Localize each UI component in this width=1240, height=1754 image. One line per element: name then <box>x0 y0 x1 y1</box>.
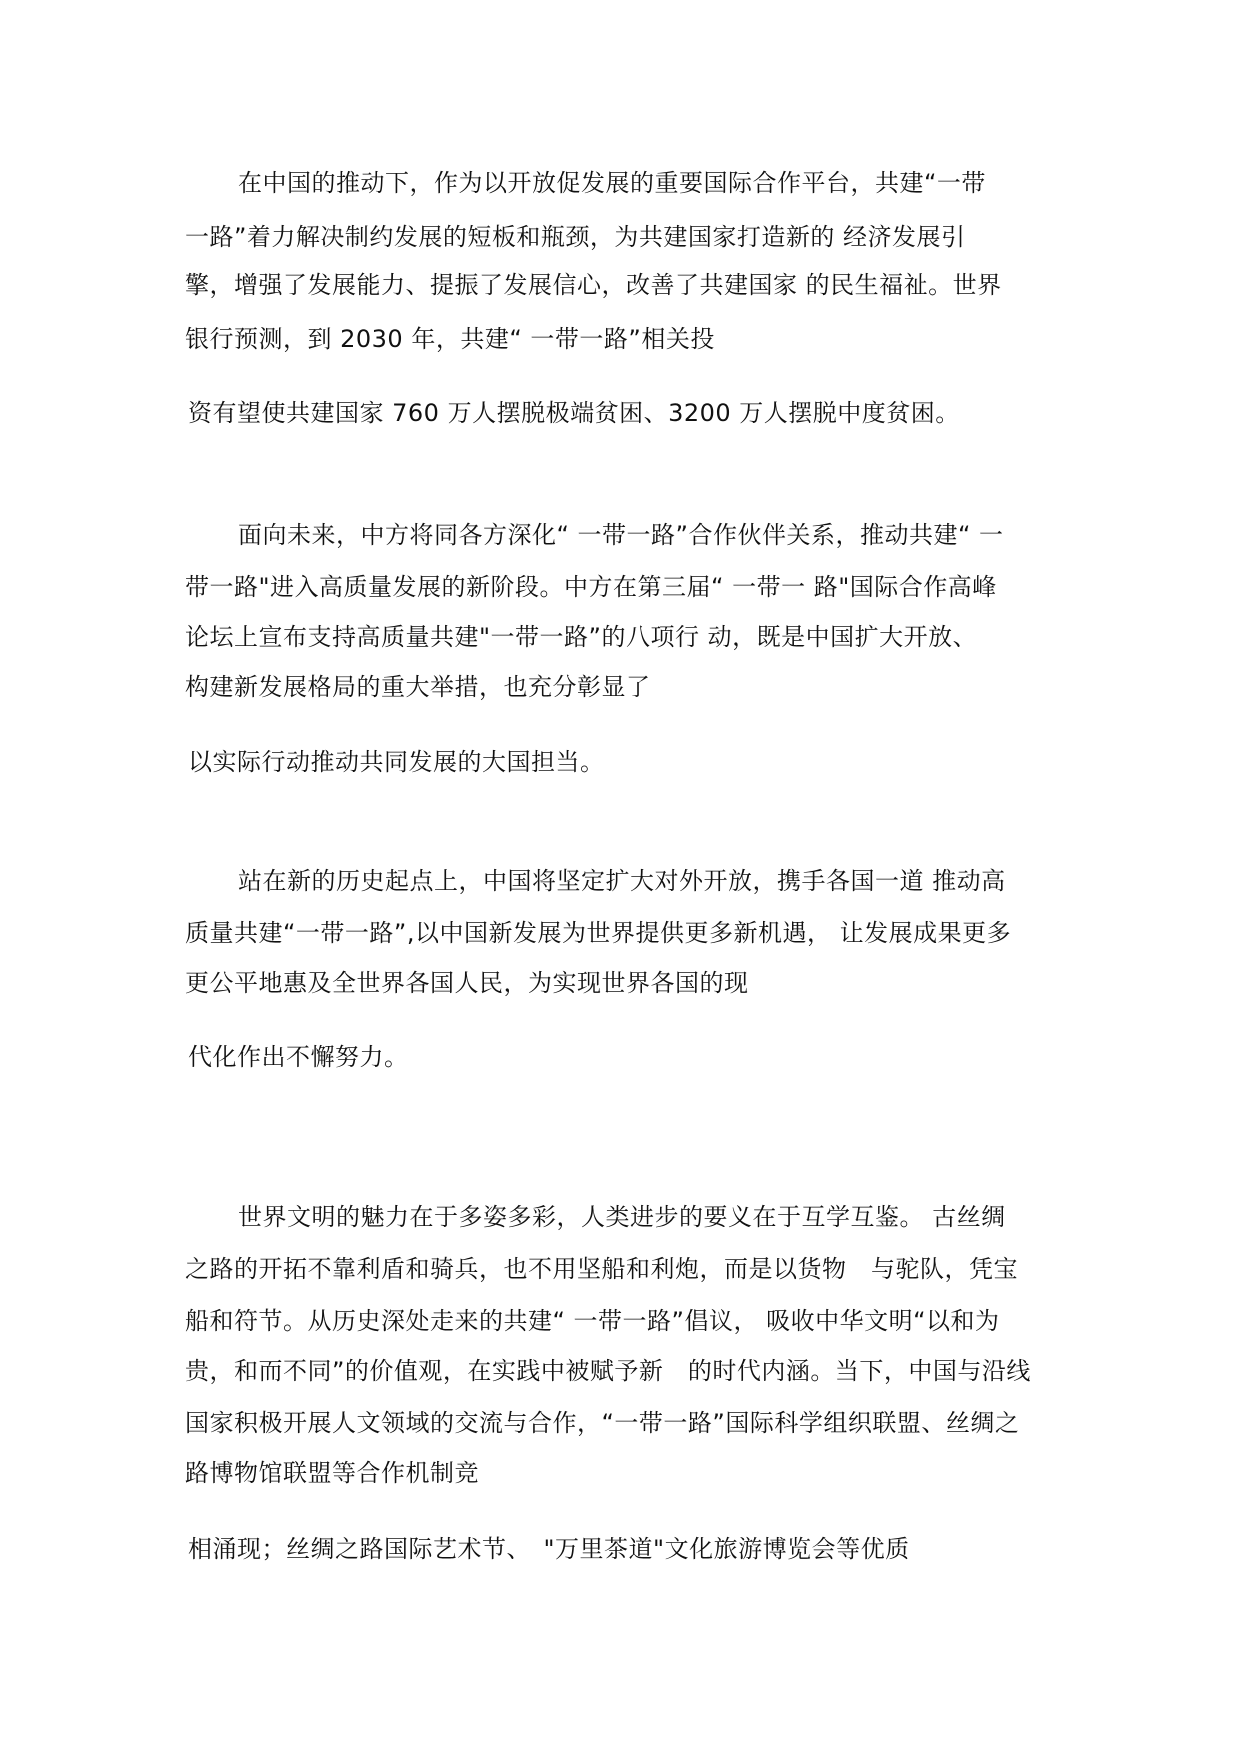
paragraph-1-line-1: 在中国的推动下，作为以开放促发展的重要国际合作平台，共建“一带 <box>238 169 986 197</box>
paragraph-1-line-2: 一路”着力解决制约发展的短板和瓶颈，为共建国家打造新的 经济发展引 <box>185 223 966 251</box>
paragraph-4-line-3: 船和符节。从历史深处走来的共建“ 一带一路”倡议， 吸收中华文明“以和为 <box>185 1307 1000 1335</box>
paragraph-2-continuation: 以实际行动推动共同发展的大国担当。 <box>188 748 605 776</box>
paragraph-3-line-3: 更公平地惠及全世界各国人民，为实现世界各国的现 <box>185 969 749 997</box>
paragraph-2-line-3: 论坛上宣布支持高质量共建"一带一路”的八项行 动，既是中国扩大开放、 <box>185 623 978 651</box>
paragraph-4-line-4: 贵，和而不同”的价值观，在实践中被赋予新 的时代内涵。当下，中国与沿线 <box>185 1357 1031 1385</box>
paragraph-3-line-1: 站在新的历史起点上，中国将坚定扩大对外开放，携手各国一道 推动高 <box>238 867 1006 895</box>
paragraph-2-line-4: 构建新发展格局的重大举措，也充分彰显了 <box>185 673 651 701</box>
paragraph-4-line-6: 路博物馆联盟等合作机制竞 <box>185 1459 479 1487</box>
paragraph-4-continuation: 相涌现；丝绸之路国际艺术节、 "万里茶道"文化旅游博览会等优质 <box>188 1535 910 1563</box>
paragraph-1-line-4: 银行预测，到 2030 年，共建“ 一带一路”相关投 <box>185 325 715 353</box>
paragraph-2-line-2: 带一路"进入高质量发展的新阶段。中方在第三届“ 一带一 路"国际合作高峰 <box>185 573 997 601</box>
paragraph-4-line-5: 国家积极开展人文领域的交流与合作，“一带一路”国际科学组织联盟、丝绸之 <box>185 1409 1020 1437</box>
paragraph-1-line-3: 擎，增强了发展能力、提振了发展信心，改善了共建国家 的民生福祉。世界 <box>185 271 1002 299</box>
paragraph-3-continuation: 代化作出不懈努力。 <box>188 1043 409 1071</box>
paragraph-4-line-1: 世界文明的魅力在于多姿多彩，人类进步的要义在于互学互鉴。 古丝绸 <box>238 1203 1006 1231</box>
paragraph-1-continuation: 资有望使共建国家 760 万人摆脱极端贫困、3200 万人摆脱中度贫困。 <box>188 399 960 427</box>
paragraph-2-line-1: 面向未来，中方将同各方深化“ 一带一路”合作伙伴关系，推动共建“ 一 <box>238 521 1004 549</box>
paragraph-3-line-2: 质量共建“一带一路”,以中国新发展为世界提供更多新机遇， 让发展成果更多 <box>185 919 1012 947</box>
paragraph-4-line-2: 之路的开拓不靠利盾和骑兵，也不用坚船和利炮，而是以货物 与驼队，凭宝 <box>185 1255 1018 1283</box>
